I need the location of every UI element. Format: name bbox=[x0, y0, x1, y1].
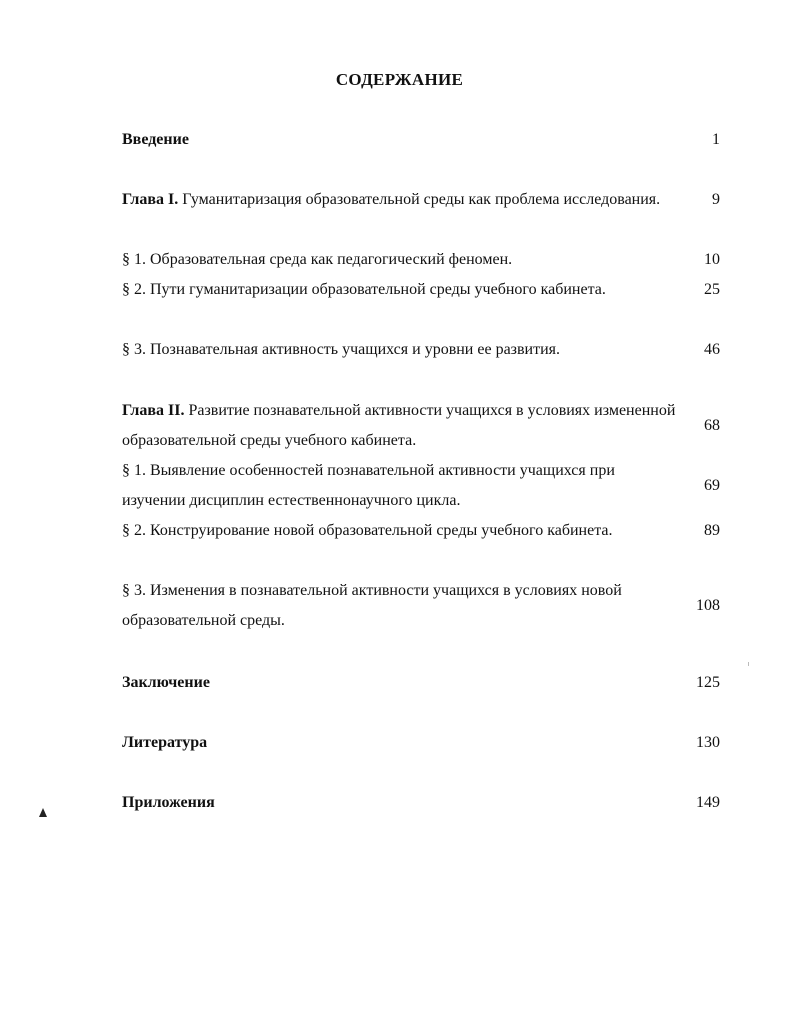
toc-entry-appendices bbox=[122, 788, 720, 818]
page-title: СОДЕРЖАНИЕ bbox=[335, 70, 464, 89]
scan-speck bbox=[748, 662, 749, 666]
scan-artifact-mark bbox=[39, 808, 47, 817]
toc-label: Введение bbox=[122, 131, 189, 148]
toc-page-number: 10 bbox=[704, 251, 720, 268]
toc-entry-ch1-section-1 bbox=[122, 245, 720, 275]
toc-text: Развитие познавательной активности учащихся в условиях измененной образовательной среды учебного кабинета. bbox=[122, 402, 676, 449]
toc-label: Литература bbox=[122, 734, 208, 751]
toc-entry-ch2-section-2 bbox=[122, 516, 720, 546]
toc-page-number: 108 bbox=[696, 597, 720, 614]
toc-label: Приложения bbox=[122, 794, 215, 811]
toc-label: Глава II. bbox=[122, 402, 185, 419]
toc-page-number: 1 bbox=[712, 131, 720, 148]
toc-entry-ch1-section-2 bbox=[122, 275, 720, 305]
toc-entry-chapter-2 bbox=[122, 396, 720, 456]
toc-text: § 3. Познавательная активность учащихся и уровни ее развития. bbox=[122, 341, 561, 358]
toc-label: Заключение bbox=[122, 674, 210, 691]
toc-page-number: 125 bbox=[696, 674, 720, 691]
toc-text: § 1. Образовательная среда как педагогический феномен. bbox=[122, 251, 513, 268]
toc-page-number: 149 bbox=[696, 794, 720, 811]
toc-entry-ch1-section-3 bbox=[122, 335, 720, 365]
toc-text: § 3. Изменения в познавательной активности учащихся в условиях новой образовательной среды. bbox=[122, 582, 622, 629]
toc-entry-literature bbox=[122, 728, 720, 758]
toc-page-number: 68 bbox=[704, 417, 720, 434]
toc-page-number: 69 bbox=[704, 477, 720, 494]
toc-page-number: 9 bbox=[712, 191, 720, 208]
toc-entry-conclusion bbox=[122, 668, 720, 698]
toc-entry-chapter-1 bbox=[122, 185, 720, 215]
toc-page-number: 46 bbox=[704, 341, 720, 358]
toc-text: § 2. Пути гуманитаризации образовательной среды учебного кабинета. bbox=[122, 281, 606, 298]
toc-text: § 1. Выявление особенностей познавательной активности учащихся при изучении дисциплин естественнонаучного цикла. bbox=[122, 462, 615, 509]
toc-label: Глава I. bbox=[122, 191, 179, 208]
toc-text: § 2. Конструирование новой образовательной среды учебного кабинета. bbox=[122, 522, 613, 539]
toc-page-number: 130 bbox=[696, 734, 720, 751]
toc-entry-ch2-section-1 bbox=[122, 456, 720, 516]
toc-entry-ch2-section-3 bbox=[122, 576, 720, 636]
toc-page-number: 89 bbox=[704, 522, 720, 539]
toc-text: Гуманитаризация образовательной среды как проблема исследования. bbox=[178, 191, 661, 208]
toc-entry-introduction bbox=[122, 125, 720, 155]
toc-page-number: 25 bbox=[704, 281, 720, 298]
